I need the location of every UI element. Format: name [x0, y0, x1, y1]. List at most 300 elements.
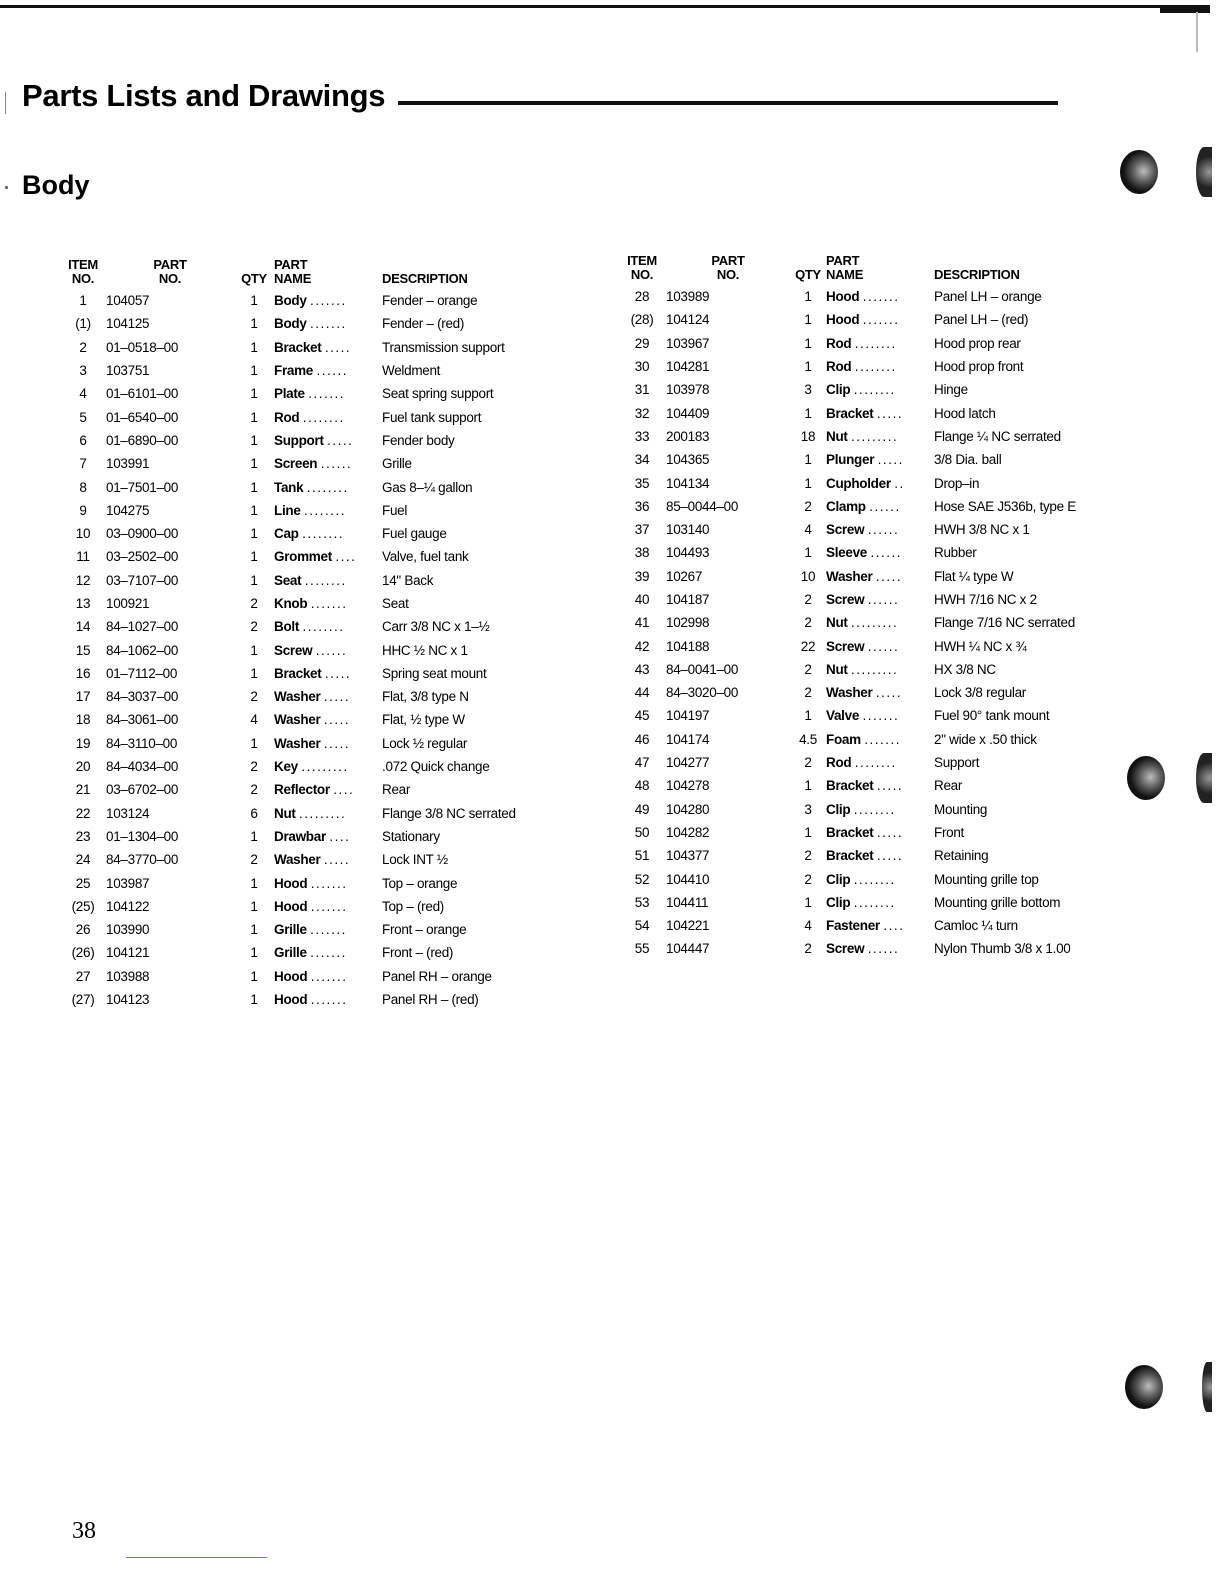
qty: 1 [804, 312, 812, 328]
part-no: 104282 [666, 824, 710, 840]
description: Hood prop rear [934, 335, 1021, 351]
item-no: 11 [76, 549, 90, 565]
dot-leader: ...... [315, 642, 348, 658]
qty: 2 [804, 755, 812, 771]
table-row [60, 848, 530, 871]
dot-leader: ........ [853, 894, 896, 910]
part-no: 01–6101–00 [106, 386, 179, 402]
col-header-description: DESCRIPTION [934, 267, 1020, 282]
part-no: 84–3061–00 [106, 712, 179, 728]
dot-leader: ..... [323, 712, 351, 728]
description: Top – (red) [382, 898, 444, 914]
part-no: 01–1304–00 [106, 828, 179, 844]
item-no: 3 [79, 363, 87, 379]
item-no: 13 [75, 596, 91, 611]
description: Seat [382, 596, 409, 611]
item-no: (1) [75, 316, 91, 332]
table-row [60, 941, 530, 964]
dot-leader: ..... [875, 685, 903, 701]
part-no: 01–6890–00 [106, 432, 179, 448]
dot-leader: ........ [854, 755, 897, 771]
part-name [274, 778, 382, 801]
qty: 3 [804, 801, 812, 817]
table-row [60, 592, 530, 615]
page-number: 38 [72, 1518, 96, 1544]
page-title: Parts Lists and Drawings [22, 78, 386, 113]
col-header-qty: QTY [795, 267, 821, 282]
qty: 4 [804, 522, 812, 538]
part-no: 104124 [666, 312, 710, 328]
dot-leader: ........ [306, 479, 349, 495]
table-row [618, 332, 1098, 355]
part-name [274, 825, 382, 848]
qty: 22 [800, 638, 816, 654]
dot-leader: ......... [851, 661, 899, 677]
description: Drop–in [934, 475, 980, 491]
part-name [274, 429, 382, 452]
part-name [826, 448, 934, 471]
table-row [618, 285, 1098, 308]
dot-leader: ..... [876, 405, 904, 421]
qty: 1 [250, 386, 258, 402]
dot-leader: ........ [302, 619, 345, 635]
dot-leader: ....... [310, 316, 347, 332]
item-no: 53 [634, 894, 650, 910]
part-name-text: Bolt [274, 619, 300, 635]
part-name-text: Washer [274, 689, 321, 705]
table-row [60, 638, 530, 661]
dot-leader: ....... [310, 596, 348, 611]
item-no: 17 [75, 689, 91, 705]
parts-table-left [60, 252, 530, 1011]
part-no: 103751 [106, 363, 150, 379]
item-no: 23 [75, 828, 91, 844]
qty: 1 [804, 335, 812, 351]
description: Flat, ½ type W [382, 712, 465, 728]
dot-leader: ......... [299, 805, 347, 821]
part-name [826, 821, 934, 844]
part-name-text: Reflector [274, 782, 330, 798]
dot-leader: ........ [853, 382, 896, 398]
dot-leader: ....... [310, 968, 348, 984]
part-name [274, 382, 382, 405]
part-name [274, 289, 382, 312]
qty: 1 [250, 665, 258, 681]
dot-leader: .... [333, 782, 355, 798]
description: Lock ½ regular [382, 735, 468, 751]
dot-leader: ..... [323, 689, 351, 705]
description: Flange 3/8 NC serrated [382, 805, 516, 821]
qty: 1 [250, 339, 258, 355]
table-row [618, 821, 1098, 844]
qty: 1 [250, 549, 258, 565]
part-name-text: Grommet [274, 549, 332, 565]
dot-leader: ........ [854, 335, 897, 351]
part-no: 104277 [666, 755, 710, 771]
item-no: (25) [71, 898, 95, 914]
description: 3/8 Dia. ball [934, 452, 1002, 468]
qty: 1 [250, 828, 258, 844]
part-no: 01–0518–00 [106, 339, 179, 355]
item-no: 45 [634, 708, 650, 724]
part-name [826, 308, 934, 331]
part-name [826, 518, 934, 541]
table-row [60, 662, 530, 685]
table-row [60, 732, 530, 755]
item-no: 43 [634, 661, 650, 677]
item-no: 44 [634, 685, 650, 701]
dot-leader: ....... [862, 708, 900, 724]
description: Gas 8–¼ gallon [382, 479, 473, 495]
qty: 1 [250, 316, 258, 332]
part-no: 103989 [666, 289, 710, 305]
qty: 1 [250, 922, 258, 938]
qty: 1 [250, 432, 258, 448]
part-name-text: Support [274, 432, 324, 448]
part-name [274, 615, 382, 638]
table-row [618, 658, 1098, 681]
table-row [60, 918, 530, 941]
description: Hinge [934, 382, 968, 398]
description: HX 3/8 NC [934, 661, 996, 677]
part-name-text: Hood [826, 289, 860, 305]
part-name-text: Cap [274, 526, 299, 542]
part-name-text: Grille [274, 922, 307, 938]
part-name [826, 378, 934, 401]
description: Hose SAE J536b, type E [934, 498, 1076, 514]
part-no: 104377 [666, 848, 710, 864]
dot-leader: .. [894, 475, 905, 491]
part-no: 103978 [666, 382, 710, 398]
part-no: 103991 [106, 456, 150, 472]
part-no: 03–6702–00 [106, 782, 179, 798]
part-name [274, 988, 382, 1011]
part-name-text: Nut [826, 615, 848, 631]
part-name [274, 359, 382, 382]
description: Front – (red) [382, 945, 454, 961]
table-row [60, 965, 530, 988]
description: Mounting [934, 801, 988, 817]
part-name-text: Sleeve [826, 545, 867, 561]
qty: 3 [804, 382, 812, 398]
part-no: 104123 [106, 992, 150, 1008]
part-no: 102998 [666, 615, 710, 631]
dot-leader: ..... [323, 735, 351, 751]
dot-leader: ....... [310, 293, 347, 309]
part-name-text: Bracket [826, 405, 874, 421]
item-no: 47 [634, 755, 650, 771]
part-name [826, 751, 934, 774]
part-name-text: Plate [274, 386, 305, 402]
description: HWH ¼ NC x ¾ [934, 638, 1027, 654]
part-name [826, 867, 934, 890]
table-row [60, 545, 530, 568]
item-no: 52 [634, 871, 650, 887]
dot-leader: ..... [327, 432, 354, 448]
description: Mounting grille top [934, 871, 1039, 887]
item-no: 51 [634, 848, 650, 864]
table-row [618, 867, 1098, 890]
qty: 4.5 [799, 731, 817, 747]
dot-leader: ..... [323, 852, 351, 868]
part-name [826, 495, 934, 518]
table-row [60, 895, 530, 918]
part-name-text: Rod [826, 359, 852, 375]
binder-hole-icon [1125, 1365, 1163, 1409]
binder-hole-edge-icon [1196, 147, 1212, 197]
part-name-text: Body [274, 293, 307, 309]
part-name [274, 475, 382, 498]
qty: 1 [804, 545, 812, 561]
part-name-text: Line [274, 502, 301, 518]
description: Fender – orange [382, 293, 478, 309]
part-name-text: Nut [826, 428, 848, 444]
col-header-item: ITEM NO. [68, 257, 98, 286]
description: Flange 7/16 NC serrated [934, 615, 1075, 631]
table-row [618, 891, 1098, 914]
qty: 1 [804, 778, 812, 794]
dot-leader: ........ [854, 359, 897, 375]
part-name-text: Body [274, 316, 307, 332]
item-no: 9 [79, 502, 87, 518]
qty: 1 [250, 642, 258, 658]
table-row [618, 355, 1098, 378]
item-no: 32 [634, 405, 650, 421]
dot-leader: ...... [316, 363, 348, 379]
part-name [826, 355, 934, 378]
description: Nylon Thumb 3/8 x 1.00 [934, 941, 1071, 957]
part-name-text: Washer [826, 685, 873, 701]
part-name-text: Clamp [826, 498, 866, 514]
description: Panel LH – orange [934, 289, 1042, 305]
qty: 2 [250, 619, 258, 635]
qty: 2 [804, 592, 812, 607]
part-no: 84–3037–00 [106, 689, 179, 705]
part-name-text: Screw [826, 592, 865, 607]
corner-line [1196, 12, 1198, 52]
qty: 1 [250, 293, 258, 309]
part-name [274, 848, 382, 871]
item-no: 15 [75, 642, 91, 658]
description: Transmission support [382, 339, 505, 355]
qty: 1 [250, 526, 258, 542]
part-name-text: Nut [274, 805, 296, 821]
description: Spring seat mount [382, 665, 487, 681]
item-no: 39 [634, 568, 650, 584]
part-name-text: Bracket [826, 824, 874, 840]
part-name [826, 658, 934, 681]
part-name-text: Bracket [826, 848, 874, 864]
item-no: 36 [634, 498, 650, 514]
table-row [60, 312, 530, 335]
part-name [274, 499, 382, 522]
table-row [60, 499, 530, 522]
item-no: (26) [71, 945, 95, 961]
part-no: 104409 [666, 405, 710, 421]
part-no: 104174 [666, 731, 710, 747]
table-row [618, 634, 1098, 657]
description: 14" Back [382, 572, 434, 588]
table-header-row [618, 248, 1098, 285]
table-row [618, 798, 1098, 821]
part-no: 03–0900–00 [106, 526, 179, 542]
table-row [618, 728, 1098, 751]
part-no: 104275 [106, 502, 150, 518]
table-row [60, 685, 530, 708]
qty: 2 [804, 871, 812, 887]
part-name [274, 802, 382, 825]
qty: 2 [250, 596, 258, 611]
qty: 1 [804, 405, 812, 421]
table-row [618, 378, 1098, 401]
description: .072 Quick change [382, 759, 490, 775]
part-name [274, 732, 382, 755]
qty: 1 [250, 363, 258, 379]
qty: 1 [250, 968, 258, 984]
qty: 2 [804, 661, 812, 677]
item-no: 7 [79, 456, 87, 472]
part-name [274, 592, 382, 615]
item-no: 54 [634, 918, 650, 934]
dot-leader: ......... [851, 615, 899, 631]
part-no: 103124 [106, 805, 150, 821]
dot-leader: .... [883, 918, 905, 934]
table-row [618, 937, 1098, 960]
part-name [274, 312, 382, 335]
qty: 1 [804, 894, 812, 910]
dot-leader: ..... [875, 568, 903, 584]
part-no: 104134 [666, 475, 710, 491]
dot-leader: ...... [867, 638, 900, 654]
qty: 2 [804, 685, 812, 701]
part-no: 01–6540–00 [106, 409, 179, 425]
description: Stationary [382, 828, 440, 844]
dot-leader: ..... [324, 665, 352, 681]
dot-leader: ......... [301, 759, 349, 775]
item-no: 37 [634, 522, 650, 538]
table-row [618, 844, 1098, 867]
qty: 1 [250, 898, 258, 914]
item-no: (27) [71, 992, 95, 1008]
qty: 1 [250, 479, 258, 495]
table-row [60, 405, 530, 428]
dot-leader: ...... [867, 941, 900, 957]
col-header-part-name: PART NAME [274, 257, 312, 286]
part-name [274, 569, 382, 592]
binder-hole-icon [1120, 150, 1158, 194]
part-name [826, 588, 934, 611]
qty: 1 [804, 824, 812, 840]
qty: 1 [250, 735, 258, 751]
part-no: 104493 [666, 545, 710, 561]
part-name [826, 541, 934, 564]
qty: 6 [250, 805, 258, 821]
part-name-text: Nut [826, 661, 848, 677]
dot-leader: ....... [862, 312, 900, 328]
corner-mark [1160, 5, 1210, 13]
qty: 2 [250, 689, 258, 705]
part-name [826, 285, 934, 308]
description: Weldment [382, 363, 441, 379]
part-name-text: Foam [826, 731, 861, 747]
part-name-text: Rod [826, 335, 852, 351]
table-row [60, 988, 530, 1011]
item-no: 19 [75, 735, 91, 751]
description: Rear [934, 778, 963, 794]
part-name-text: Drawbar [274, 828, 326, 844]
part-name-text: Cupholder [826, 475, 891, 491]
qty: 2 [250, 782, 258, 798]
section-title: Body [22, 170, 90, 200]
table-row [618, 751, 1098, 774]
part-name-text: Washer [274, 712, 321, 728]
part-name-text: Screw [826, 638, 865, 654]
description: Seat spring support [382, 386, 494, 402]
dot-leader: ........ [853, 871, 896, 887]
item-no: 38 [634, 545, 650, 561]
col-header-item: ITEM NO. [627, 253, 657, 282]
item-no: 8 [79, 479, 87, 495]
part-name-text: Frame [274, 363, 314, 379]
description: Lock INT ½ [382, 852, 448, 868]
description: Top – orange [382, 875, 458, 891]
part-name [274, 522, 382, 545]
parts-table-right [618, 248, 1098, 961]
part-name-text: Rod [826, 755, 852, 771]
part-name-text: Screw [826, 522, 865, 538]
part-name [274, 685, 382, 708]
item-no: 28 [634, 289, 650, 305]
part-no: 104121 [106, 945, 150, 961]
margin-tick [5, 92, 6, 114]
qty: 4 [804, 918, 812, 934]
part-no: 104447 [666, 941, 710, 957]
qty: 1 [250, 992, 258, 1008]
part-name [826, 565, 934, 588]
qty: 4 [250, 712, 258, 728]
dot-leader: ...... [870, 545, 902, 561]
table-row [60, 871, 530, 894]
item-no: 21 [75, 782, 91, 798]
part-name-text: Clip [826, 382, 851, 398]
qty: 2 [804, 848, 812, 864]
item-no: 20 [75, 759, 91, 775]
footer-rule [126, 1557, 267, 1558]
table-row [618, 541, 1098, 564]
description: Hood prop front [934, 359, 1024, 375]
item-no: 46 [634, 731, 650, 747]
item-no: 27 [75, 968, 91, 984]
table-row [618, 308, 1098, 331]
dot-leader: ........ [304, 502, 347, 518]
part-name-text: Plunger [826, 452, 875, 468]
part-name-text: Tank [274, 479, 304, 495]
part-no: 84–4034–00 [106, 759, 179, 775]
col-header-part-no: PART NO. [153, 257, 187, 286]
part-no: 200183 [666, 428, 710, 444]
description: Panel LH – (red) [934, 312, 1029, 328]
item-no: 4 [79, 386, 87, 402]
description: Support [934, 755, 980, 771]
table-row [618, 704, 1098, 727]
part-name-text: Knob [274, 596, 308, 611]
table-row [60, 615, 530, 638]
item-no: 40 [634, 592, 650, 607]
dot-leader: ........ [304, 572, 347, 588]
item-no: 25 [75, 875, 91, 891]
table-row [618, 914, 1098, 937]
part-no: 104221 [666, 918, 710, 934]
